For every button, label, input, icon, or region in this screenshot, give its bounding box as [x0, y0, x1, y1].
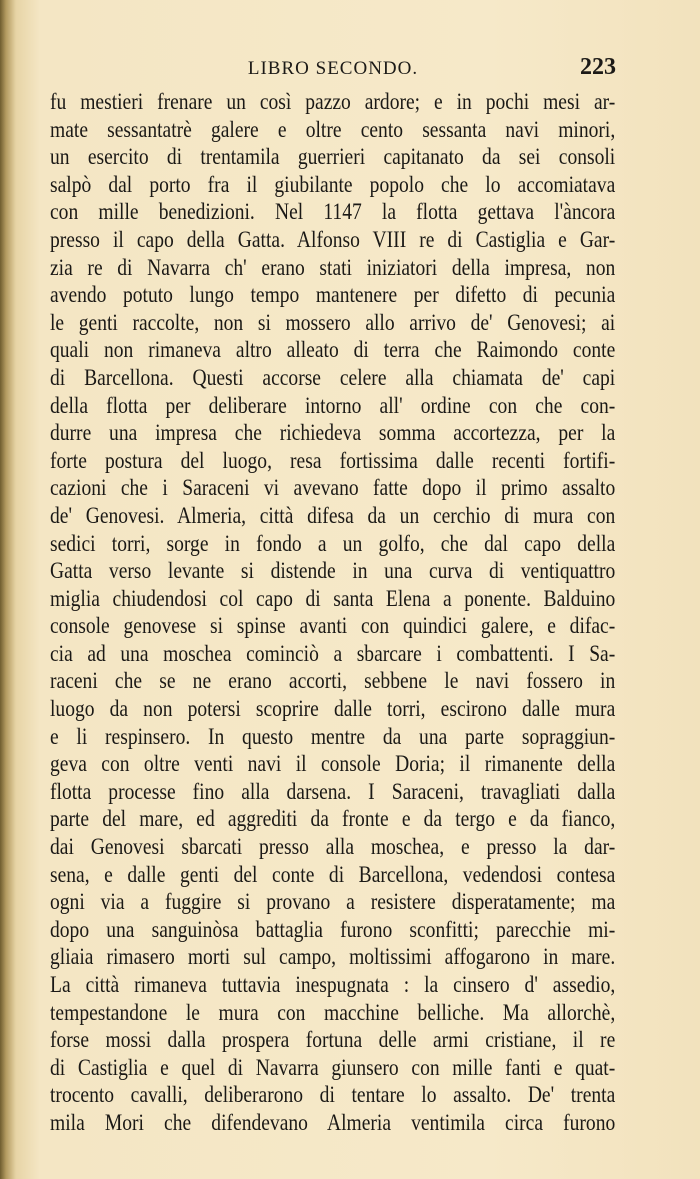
text-line: ogni via a fuggire si provano a resistere disperatamente; ma	[50, 889, 616, 915]
text-line: quali non rimaneva altro alleato di terra che Raimondo conte	[50, 337, 616, 363]
text-line: di Castiglia e quel di Navarra giunsero con mille fanti e quat-	[50, 1054, 616, 1080]
text-line: con mille benedizioni. Nel 1147 la flotta gettava l'àncora	[50, 199, 616, 225]
text-line: durre una impresa che richiedeva somma accortezza, per la	[50, 420, 616, 446]
text-line: luogo da non potersi scoprire dalle torri, escirono dalle mura	[50, 696, 616, 722]
text-line: raceni che se ne erano accorti, sebbene le navi fossero in	[50, 668, 616, 694]
text-line: salpò dal porto fra il giubilante popolo che lo accomiatava	[50, 171, 616, 197]
text-line: della flotta per deliberare intorno all' ordine con che con-	[50, 392, 616, 418]
text-line: console genovese si spinse avanti con quindici galere, e difac-	[50, 613, 616, 639]
text-line: fu mestieri frenare un così pazzo ardore; e in pochi mesi ar-	[50, 89, 616, 114]
text-line: La città rimaneva tuttavia inespugnata : la cinsero d' assedio,	[50, 972, 616, 997]
text-line: Gatta verso levante si distende in una curva di ventiquattro	[50, 558, 616, 584]
text-line: tempestandone le mura con macchine belliche. Ma allorchè,	[50, 999, 616, 1025]
text-line: trocento cavalli, deliberarono di tentare lo assalto. De' trenta	[50, 1082, 616, 1108]
running-title: LIBRO SECONDO.	[247, 58, 419, 79]
page-header	[50, 54, 616, 88]
text-line: sena, e dalle genti del conte di Barcellona, vedendosi contesa	[50, 861, 616, 887]
text-line: avendo potuto lungo tempo mantenere per difetto di pecunia	[50, 282, 616, 308]
text-line: miglia chiudendosi col capo di santa Elena a ponente. Balduino	[50, 585, 616, 611]
page-number: 223	[580, 54, 616, 80]
text-line: zia re di Navarra ch' erano stati iniziatori della impresa, non	[50, 254, 616, 280]
text-line: cia ad una moschea cominciò a sbarcare i combattenti. I Sa-	[50, 640, 616, 666]
body-text	[50, 88, 616, 1137]
text-line: dai Genovesi sbarcati presso alla moschea, e presso la dar-	[50, 834, 616, 860]
text-line: de' Genovesi. Almeria, città difesa da un cerchio di mura con	[50, 502, 616, 528]
text-line: forte postura del luogo, resa fortissima dalle recenti fortifi-	[50, 447, 616, 473]
text-line: sedici torri, sorge in fondo a un golfo, che dal capo della	[50, 530, 616, 556]
text-line: mila Mori che difendevano Almeria ventimila circa furono	[50, 1109, 616, 1135]
text-line: flotta processe fino alla darsena. I Saraceni, travagliati dalla	[50, 778, 616, 804]
text-line: cazioni che i Saraceni vi avevano fatte dopo il primo assalto	[50, 475, 616, 501]
text-line: parte del mare, ed aggrediti da fronte e da tergo e da fianco,	[50, 806, 616, 832]
text-line: presso il capo della Gatta. Alfonso VIII re di Castiglia e Gar-	[50, 226, 616, 252]
text-line: dopo una sanguinòsa battaglia furono sconfitti; parecchie mi-	[50, 916, 616, 942]
text-line: e li respinsero. In questo mentre da una parte sopraggiun-	[50, 723, 616, 749]
text-line: forse mossi dalla prospera fortuna delle armi cristiane, il re	[50, 1027, 616, 1053]
text-line: un esercito di trentamila guerrieri capitanato da sei consoli	[50, 144, 616, 170]
text-line: le genti raccolte, non si mossero allo arrivo de' Genovesi; ai	[50, 309, 616, 335]
text-line: gliaia rimasero morti sul campo, moltissimi affogarono in mare.	[50, 944, 616, 970]
text-line: geva con oltre venti navi il console Doria; il rimanente della	[50, 751, 616, 777]
text-line: mate sessantatrè galere e oltre cento sessanta navi minori,	[50, 116, 616, 142]
text-line: di Barcellona. Questi accorse celere alla chiamata de' capi	[50, 364, 616, 390]
